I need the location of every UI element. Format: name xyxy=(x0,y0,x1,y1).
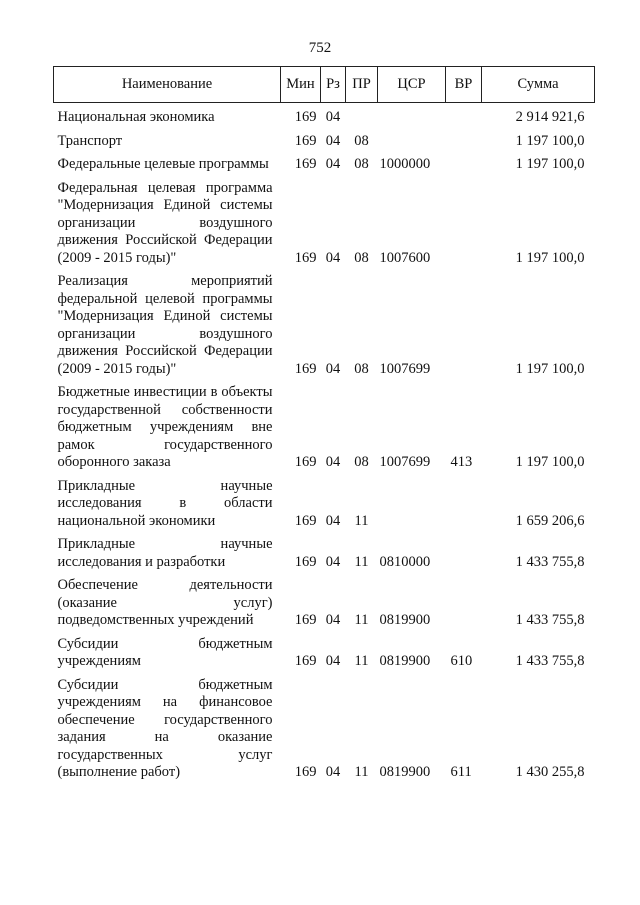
table-header xyxy=(54,67,595,103)
row-rz: 04 xyxy=(325,360,341,377)
row-sum: 1 197 100,0 xyxy=(515,360,585,377)
table-body xyxy=(54,103,595,782)
row-vr xyxy=(446,530,482,571)
row-name: Реализация мероприятий федеральной целевой программы "Модернизация Единой системы организации воздушного движения Российской Федерации (2009 - 2015 годы)" xyxy=(57,273,273,377)
row-min: 169 xyxy=(294,764,317,780)
row-sum: 1 430 255,8 xyxy=(515,764,585,780)
row-csr: 0819900 xyxy=(379,612,431,628)
row-rz: 04 xyxy=(325,109,341,125)
row-csr: 0810000 xyxy=(379,553,431,570)
row-vr xyxy=(446,103,482,127)
row-name: Прикладные научные исследования в области национальной экономики xyxy=(57,477,273,529)
row-csr xyxy=(378,472,446,531)
row-rz: 04 xyxy=(325,764,341,780)
table-row xyxy=(54,472,595,531)
row-rz: 04 xyxy=(325,249,341,266)
row-min: 169 xyxy=(294,512,317,529)
row-pr: 08 xyxy=(354,454,369,470)
row-csr: 0819900 xyxy=(379,764,431,780)
table-row xyxy=(54,530,595,571)
table-row xyxy=(54,103,595,127)
row-pr: 08 xyxy=(354,249,369,266)
row-vr: 610 xyxy=(450,653,473,669)
header-vr: ВР xyxy=(446,67,482,103)
budget-table xyxy=(53,66,595,782)
header-rz: Рз xyxy=(321,67,346,103)
row-name: Федеральная целевая программа "Модернизация Единой системы организации воздушного движения Российской Федерации (2009 - 2015 годы)" xyxy=(57,179,273,266)
row-sum: 1 197 100,0 xyxy=(515,156,585,172)
table-row xyxy=(54,174,595,268)
row-min: 169 xyxy=(294,360,317,377)
table-row xyxy=(54,150,595,174)
row-pr: 08 xyxy=(354,156,369,172)
row-vr xyxy=(446,127,482,151)
header-name: Наименование xyxy=(54,67,281,103)
row-csr: 1000000 xyxy=(379,156,431,172)
row-csr: 0819900 xyxy=(379,653,431,669)
row-pr xyxy=(346,103,378,127)
table-row xyxy=(54,378,595,472)
row-vr: 413 xyxy=(450,454,473,470)
row-csr xyxy=(378,127,446,151)
header-pr: ПР xyxy=(346,67,378,103)
row-pr: 08 xyxy=(354,132,369,149)
row-rz: 04 xyxy=(325,653,341,669)
row-sum: 2 914 921,6 xyxy=(515,109,585,125)
row-sum: 1 197 100,0 xyxy=(515,132,585,149)
row-min: 169 xyxy=(294,454,317,470)
table-row xyxy=(54,127,595,151)
row-pr: 11 xyxy=(354,653,369,669)
row-name: Бюджетные инвестиции в объекты государственной собственности бюджетным учреждениям вне рамок государственного оборонного заказа xyxy=(57,384,273,470)
row-rz: 04 xyxy=(325,454,341,470)
row-sum: 1 197 100,0 xyxy=(515,249,585,266)
row-pr: 11 xyxy=(354,612,369,628)
row-rz: 04 xyxy=(325,132,341,149)
row-sum: 1 659 206,6 xyxy=(515,512,585,529)
row-vr xyxy=(446,267,482,378)
row-pr: 11 xyxy=(354,512,369,529)
row-name: Транспорт xyxy=(57,132,123,149)
row-pr: 08 xyxy=(354,360,369,377)
row-sum: 1 433 755,8 xyxy=(515,553,585,570)
row-min: 169 xyxy=(294,156,317,172)
row-name: Национальная экономика xyxy=(57,109,215,125)
row-pr: 11 xyxy=(354,553,369,570)
row-vr xyxy=(446,150,482,174)
row-csr: 1007600 xyxy=(379,249,431,266)
row-name: Субсидии бюджетным учреждениям xyxy=(57,635,273,669)
header-csr: ЦСР xyxy=(378,67,446,103)
row-min: 169 xyxy=(294,109,317,125)
row-name: Прикладные научные исследования и разработки xyxy=(57,536,273,570)
row-min: 169 xyxy=(294,653,317,669)
row-csr xyxy=(378,103,446,127)
row-rz: 04 xyxy=(325,512,341,529)
row-name: Федеральные целевые программы xyxy=(57,156,269,172)
table-row xyxy=(54,571,595,630)
table-row xyxy=(54,630,595,671)
row-vr xyxy=(446,174,482,268)
row-name: Обеспечение деятельности (оказание услуг) подведомственных учреждений xyxy=(57,577,273,628)
row-min: 169 xyxy=(294,132,317,149)
row-name: Субсидии бюджетным учреждениям на финансовое обеспечение государственного задания на оказание государственных услуг (выполнение работ) xyxy=(57,676,273,780)
table-row xyxy=(54,671,595,782)
row-rz: 04 xyxy=(325,156,341,172)
row-csr: 1007699 xyxy=(379,454,431,470)
row-min: 169 xyxy=(294,553,317,570)
table-row xyxy=(54,267,595,378)
row-sum: 1 433 755,8 xyxy=(515,653,585,669)
row-min: 169 xyxy=(294,612,317,628)
row-csr: 1007699 xyxy=(379,360,431,377)
row-vr xyxy=(446,571,482,630)
header-sum: Сумма xyxy=(482,67,595,103)
header-min: Мин xyxy=(281,67,321,103)
row-pr: 11 xyxy=(354,764,369,780)
row-vr: 611 xyxy=(450,764,472,780)
row-rz: 04 xyxy=(325,553,341,570)
row-vr xyxy=(446,472,482,531)
row-min: 169 xyxy=(294,249,317,266)
row-sum: 1 433 755,8 xyxy=(515,612,585,628)
page-number: 752 xyxy=(308,40,332,56)
row-rz: 04 xyxy=(325,612,341,628)
row-sum: 1 197 100,0 xyxy=(515,454,585,470)
